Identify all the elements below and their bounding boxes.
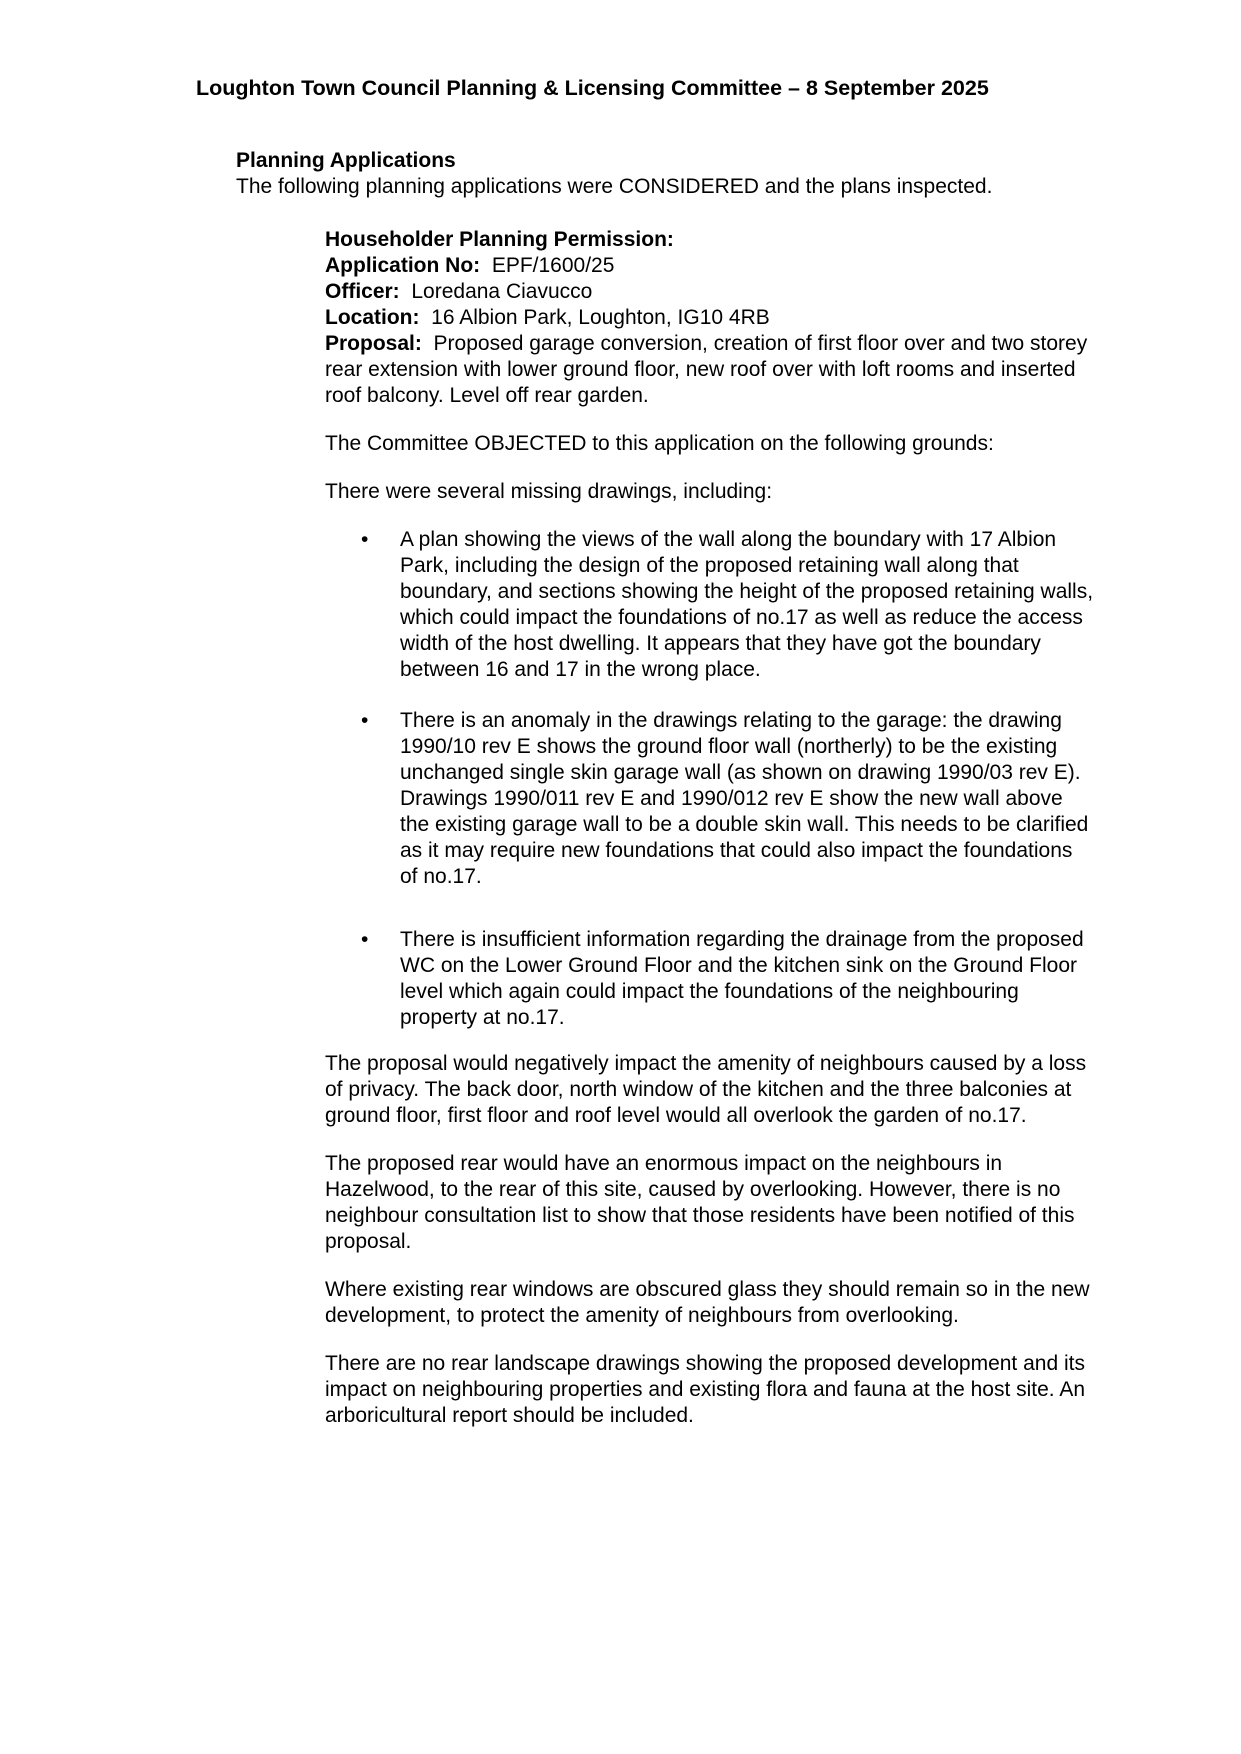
application-block xyxy=(325,227,1095,1451)
list-item xyxy=(325,708,1095,890)
field-label: Application No: xyxy=(325,254,481,277)
field-label: Proposal: xyxy=(325,332,422,355)
location-address: 16 Albion Park, Loughton, IG10 4RB xyxy=(431,306,770,329)
list-item-text: There is insufficient information regarding the drainage from the proposed WC on the Lower Ground Floor and the kitchen sink on the Ground Floor level which again could impact the foundations of the neighbouring property at no.17. xyxy=(400,928,1084,1029)
application-type-heading: Householder Planning Permission: xyxy=(325,228,674,251)
officer-name: Loredana Ciavucco xyxy=(411,280,593,303)
list-item-text: A plan showing the views of the wall along the boundary with 17 Albion Park, including the design of the proposed retaining wall along that boundary, and sections showing the height of the proposed retaining walls, which could impact the foundations of no.17 as well as reduce the access width of the host dwelling. It appears that they have got the boundary between 16 and 17 in the wrong place. xyxy=(400,528,1094,681)
field-label: Location: xyxy=(325,306,420,329)
officer-line xyxy=(325,279,1095,305)
landscape-paragraph: There are no rear landscape drawings showing the proposed development and its impact on neighbouring properties and existing flora and fauna at the host site. An arboricultural report should be included. xyxy=(325,1352,1085,1427)
list-item-text: There is an anomaly in the drawings relating to the garage: the drawing 1990/10 rev E shows the ground floor wall (northerly) to be the existing unchanged single skin garage wall (as shown on drawing 1990/03 rev E). Drawings 1990/011 rev E and 1990/012 rev E show the new wall above the existing garage wall to be a double skin wall. This needs to be clarified as it may require new foundations that could also impact the foundations of no.17. xyxy=(400,709,1089,888)
list-item xyxy=(325,927,1095,1031)
section-heading: Planning Applications xyxy=(236,149,456,172)
application-number-line xyxy=(325,253,1095,279)
section-intro: The following planning applications were CONSIDERED and the plans inspected. xyxy=(236,175,993,198)
bullet-icon: • xyxy=(361,528,369,551)
missing-drawings-intro: There were several missing drawings, including: xyxy=(325,480,773,503)
location-line xyxy=(325,305,1095,331)
hazelwood-paragraph: The proposed rear would have an enormous impact on the neighbours in Hazelwood, to the rear of this site, caused by overlooking. However, there is no neighbour consultation list to show that those residents have been notified of this proposal. xyxy=(325,1152,1075,1253)
proposal-text: Proposed garage conversion, creation of first floor over and two storey rear extension with lower ground floor, new roof over with loft rooms and inserted roof balcony. Level off rear garden. xyxy=(325,332,1088,407)
field-label: Officer: xyxy=(325,280,400,303)
privacy-paragraph: The proposal would negatively impact the amenity of neighbours caused by a loss of privacy. The back door, north window of the kitchen and the three balconies at ground floor, first floor and roof level would all overlook the garden of no.17. xyxy=(325,1052,1087,1127)
list-item xyxy=(325,527,1095,683)
application-number: EPF/1600/25 xyxy=(491,254,615,277)
page-title: Loughton Town Council Planning & Licensing Committee – 8 September 2025 xyxy=(196,76,989,100)
planning-applications-section xyxy=(236,148,1136,200)
objection-statement: The Committee OBJECTED to this application on the following grounds: xyxy=(325,432,994,455)
bullet-icon: • xyxy=(361,928,369,951)
proposal-line xyxy=(325,331,1095,409)
missing-drawings-list xyxy=(325,527,1095,1031)
obscured-glass-paragraph: Where existing rear windows are obscured glass they should remain so in the new development, to protect the amenity of neighbours from overlooking. xyxy=(325,1278,1090,1327)
bullet-icon: • xyxy=(361,709,369,732)
